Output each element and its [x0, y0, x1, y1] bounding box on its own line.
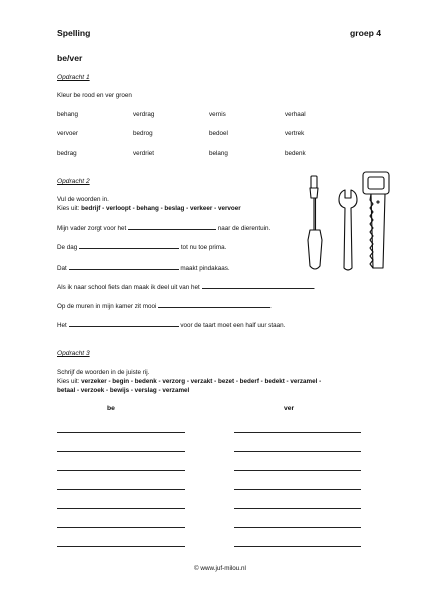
answer-line[interactable] [57, 470, 185, 471]
answer-line[interactable] [234, 527, 361, 528]
word-item: bedrag [57, 150, 77, 157]
answer-line[interactable] [234, 470, 361, 471]
screwdriver-icon [308, 176, 322, 269]
answer-line[interactable] [234, 432, 361, 433]
sentence-after: voor de taart moet een half uur staan. [180, 322, 286, 329]
word-item: belang [209, 150, 228, 157]
saw-icon [363, 172, 389, 268]
worksheet-subtitle: be/ver [57, 53, 83, 63]
sentence-before: Als ik naar school fiets dan maak ik deel uit van het [57, 284, 200, 291]
opdracht-3-word-bank [57, 378, 321, 385]
answer-line[interactable] [234, 451, 361, 452]
sentence-after: . [313, 284, 316, 291]
group-label: groep 4 [350, 28, 382, 38]
sentence-before: Mijn vader zorgt voor het [57, 225, 127, 232]
opdracht-2-word-bank [57, 205, 241, 212]
answer-line[interactable] [57, 527, 185, 528]
choose-words-line-2: betaal - verzoek - bewijs - verslag - verzamel [57, 387, 190, 394]
opdracht-2-instruction: Vul de woorden in. [57, 196, 109, 203]
sentence-after: . [270, 303, 272, 310]
word-item: verdrag [133, 111, 155, 118]
sentence-after: maakt pindakaas. [180, 265, 230, 272]
answer-line[interactable] [57, 508, 185, 509]
column-be-header: be [107, 405, 115, 412]
answer-blank[interactable] [79, 243, 179, 249]
choose-words: bedrijf - verloopt - behang - beslag - verkeer - vervoer [81, 205, 241, 212]
answer-line[interactable] [234, 489, 361, 490]
word-item: vertrek [285, 130, 305, 137]
sentence-4 [57, 283, 315, 291]
sentence-before: De dag [57, 244, 78, 251]
answer-line[interactable] [57, 451, 185, 452]
answer-blank[interactable] [69, 264, 179, 270]
sentence-after: naar de dierentuin. [217, 225, 271, 232]
choose-label: Kies uit: [57, 205, 80, 212]
sentence-5 [57, 302, 272, 310]
answer-line[interactable] [57, 546, 185, 547]
answer-line[interactable] [234, 508, 361, 509]
choose-label: Kies uit: [57, 378, 80, 385]
word-item: bedenk [285, 150, 306, 157]
sentence-before: Op de muren in mijn kamer zit mooi [57, 303, 157, 310]
footer-credit: © www.juf-milou.nl [194, 565, 246, 572]
answer-line[interactable] [234, 546, 361, 547]
word-item: bedrog [133, 130, 153, 137]
word-item: vervoer [57, 130, 78, 137]
column-ver-header: ver [284, 405, 295, 412]
page-title: Spelling [57, 28, 91, 38]
tools-icon [295, 168, 405, 278]
answer-blank[interactable] [158, 302, 270, 308]
sentence-3 [57, 264, 230, 272]
wrench-icon [339, 190, 357, 270]
sentence-before: Dat [57, 265, 67, 272]
answer-line[interactable] [57, 489, 185, 490]
opdracht-2-heading: Opdracht 2 [57, 178, 90, 185]
answer-line[interactable] [57, 432, 185, 433]
word-item: behang [57, 111, 79, 118]
answer-blank[interactable] [69, 321, 179, 327]
opdracht-1-instruction: Kleur be rood en ver groen [57, 92, 132, 99]
opdracht-1-heading: Opdracht 1 [57, 74, 90, 81]
opdracht-3-heading: Opdracht 3 [57, 350, 90, 357]
sentence-2 [57, 243, 226, 251]
word-item: verdriet [133, 150, 154, 157]
sentence-after: tot nu toe prima. [180, 244, 227, 251]
choose-words-line-1: verzeker - begin - bedenk - verzorg - verzakt - bezet - bederf - bedekt - verzamel - [81, 378, 322, 385]
answer-blank[interactable] [128, 224, 216, 230]
sentence-1 [57, 224, 270, 232]
opdracht-3-instruction: Schrijf de woorden in de juiste rij. [57, 369, 150, 376]
word-item: verhaal [285, 111, 306, 118]
sentence-6 [57, 321, 285, 329]
word-item: vernis [209, 111, 226, 118]
sentence-before: Het [57, 322, 67, 329]
word-item: bedoel [209, 130, 228, 137]
answer-blank[interactable] [202, 283, 314, 289]
